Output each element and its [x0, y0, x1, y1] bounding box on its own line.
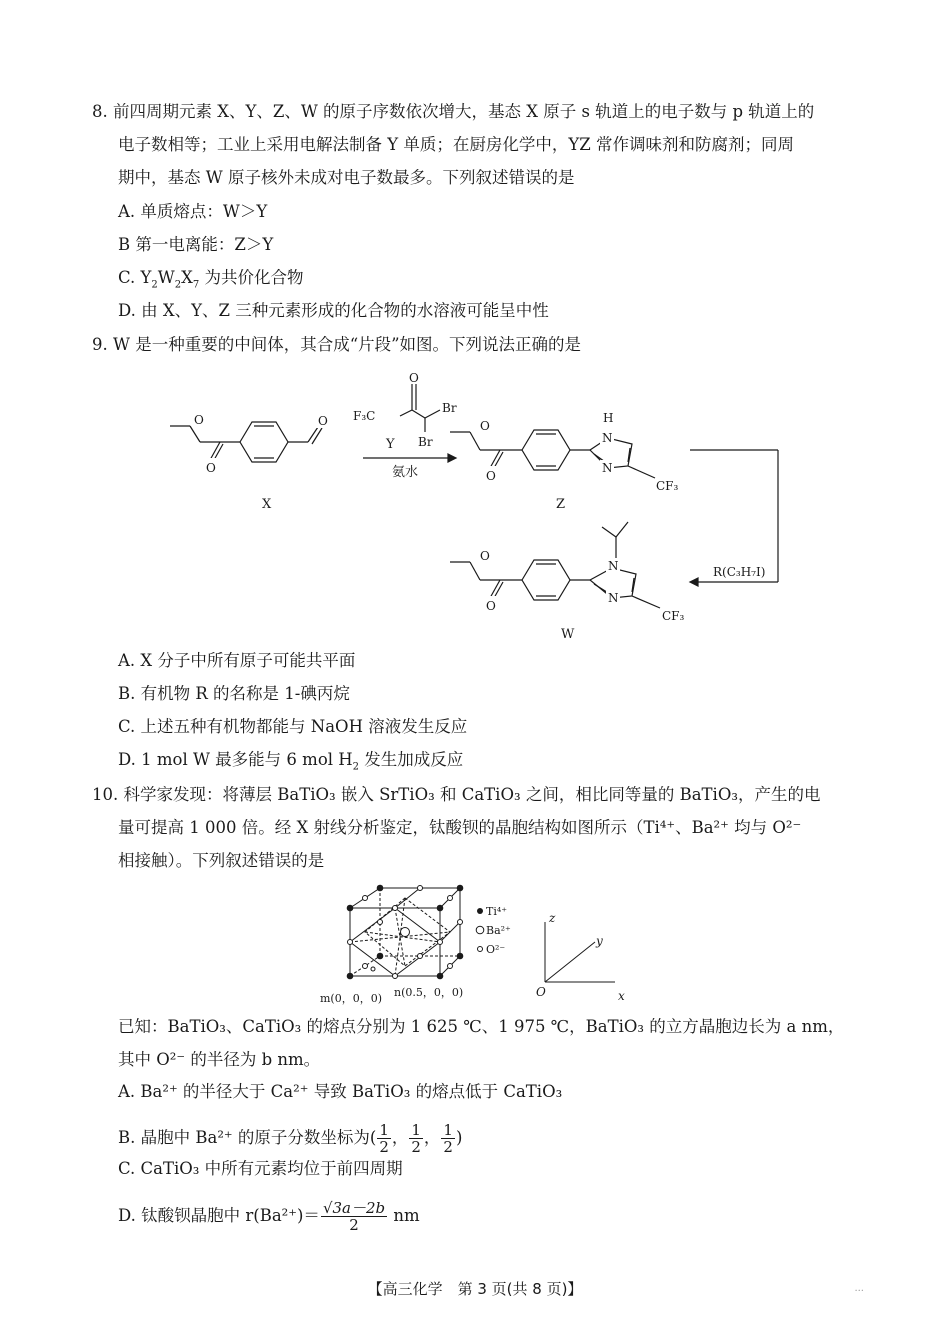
point-m-label: m(0，0，0)	[320, 992, 383, 1005]
q8-stem-line-2: 电子数相等；工业上采用电解法制备 Y 单质；在厨房化学中，YZ 常作调味剂和防腐剂；同周	[118, 135, 794, 154]
q8-option-c: C. $Y_2W_2X_7$ 为共价化合物	[118, 268, 304, 291]
page-footer: 【高三化学 第 3 页(共 8 页)】	[367, 1280, 583, 1298]
w-n-isopropyl-nitrogen: N	[608, 559, 619, 573]
reagent-y: Y	[386, 437, 395, 452]
fraction-half-2: $\frac{1}{2}$	[411, 1121, 421, 1156]
reagent-f3c: F₃C	[353, 409, 376, 423]
synthesis-scheme	[150, 362, 790, 647]
q9-option-d: D. 1 mol W 最多能与 6 mol $H_2$ 发生加成反应	[118, 750, 464, 773]
fraction-radius: $\frac{√3a-2b}{2}$	[322, 1199, 386, 1234]
q8-stem-line-1: 8. 前四周期元素 X、Y、Z、W 的原子序数依次增大，基态 X 原子 s 轨道上的电子数与 p 轨道上的	[92, 102, 815, 121]
z-ester-oxygen: O	[480, 419, 490, 433]
z-nh-nitrogen: N	[602, 431, 613, 445]
crystal-cell-figure	[310, 880, 650, 1008]
w-ester-oxygen: O	[480, 549, 490, 563]
reagent-oxygen: O	[409, 371, 419, 385]
q9-option-b: B. 有机物 R 的名称是 1-碘丙烷	[118, 684, 350, 703]
fraction-half-1: $\frac{1}{2}$	[379, 1121, 389, 1156]
label-x: X	[262, 497, 272, 512]
q10-stem-line-2: 量可提高 1 000 倍。经 X 射线分析鉴定，钛酸钡的晶胞结构如图所示（Ti⁴⁺、Ba²⁺ 均与 O²⁻	[118, 818, 802, 837]
w-carbonyl-oxygen: O	[486, 599, 496, 613]
q10-option-d: D. 钛酸钡晶胞中 r(Ba²⁺)＝ $\frac{√3a-2b}{2}$ nm	[118, 1199, 420, 1234]
q8-stem-line-3: 期中，基态 W 原子核外未成对电子数最多。下列叙述错误的是	[118, 168, 575, 187]
label-z: Z	[556, 497, 566, 512]
z-imine-nitrogen: N	[602, 461, 613, 475]
q8-option-d: D. 由 X、Y、Z 三种元素形成的化合物的水溶液可能呈中性	[118, 301, 549, 320]
x-aldehyde-oxygen: O	[318, 414, 328, 428]
z-nh-hydrogen: H	[603, 411, 614, 425]
fraction-half-3: $\frac{1}{2}$	[443, 1121, 453, 1156]
reagent-r: R(C₃H₇I)	[713, 565, 766, 579]
q10-known-line-2: 其中 O²⁻ 的半径为 b nm。	[118, 1050, 321, 1069]
w-cf3: CF₃	[662, 609, 685, 623]
w-imine-nitrogen: N	[608, 591, 619, 605]
q10-option-c: C. CaTiO₃ 中所有元素均位于前四周期	[118, 1159, 403, 1178]
z-cf3: CF₃	[656, 479, 679, 493]
q10-option-a: A. Ba²⁺ 的半径大于 Ca²⁺ 导致 BaTiO₃ 的熔点低于 CaTiO₃	[118, 1082, 563, 1101]
reagent-ammonia: 氨水	[392, 465, 419, 480]
point-n-label: n(0.5，0，0)	[394, 986, 464, 999]
legend-ti: Ti⁴⁺	[486, 905, 508, 918]
q9-option-c: C. 上述五种有机物都能与 NaOH 溶液发生反应	[118, 717, 468, 736]
x-ester-oxygen: O	[194, 413, 204, 427]
reagent-br-1: Br	[442, 401, 457, 415]
label-w: W	[561, 627, 575, 642]
axis-x-label: x	[618, 989, 625, 1003]
z-carbonyl-oxygen: O	[486, 469, 496, 483]
q8-option-a: A. 单质熔点：W＞Y	[118, 202, 268, 221]
q8-option-b: B 第一电离能：Z＞Y	[118, 235, 274, 254]
q10-stem-line-1: 10. 科学家发现：将薄层 BaTiO₃ 嵌入 SrTiO₃ 和 CaTiO₃ 之间，相比同等量的 BaTiO₃，产生的电	[92, 785, 821, 804]
legend-ba: Ba²⁺	[486, 924, 511, 937]
q9-stem: 9. W 是一种重要的中间体，其合成“片段”如图。下列说法正确的是	[92, 335, 582, 354]
axis-z-label: z	[549, 911, 556, 925]
q10-known-line-1: 已知：BaTiO₃、CaTiO₃ 的熔点分别为 1 625 ℃、1 975 ℃，BaTiO₃ 的立方晶胞边长为 a nm，	[118, 1017, 845, 1036]
reagent-br-2: Br	[418, 435, 433, 449]
axis-y-label: y	[596, 934, 603, 948]
legend-o: O²⁻	[486, 943, 506, 956]
q10-option-b: B. 晶胞中 Ba²⁺ 的原子分数坐标为( $\frac{1}{2}$ ， $\frac{1}{2}$ ， $\frac{1}{2}$ )	[118, 1121, 463, 1156]
x-carbonyl-oxygen: O	[206, 461, 216, 475]
q9-option-a: A. X 分子中所有原子可能共平面	[118, 651, 356, 670]
corner-mark: ...	[854, 1283, 864, 1294]
q10-stem-line-3: 相接触）。下列叙述错误的是	[118, 851, 325, 870]
axis-origin-label: O	[536, 985, 546, 999]
